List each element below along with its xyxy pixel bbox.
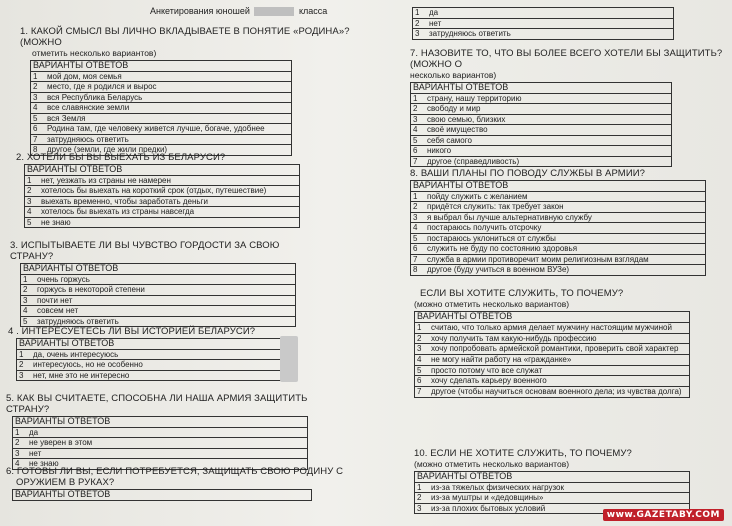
option-text: совсем нет: [35, 306, 296, 317]
question-3: [10, 240, 310, 327]
option-number: 7: [415, 386, 430, 397]
option-row: [25, 186, 300, 197]
option-number: 7: [31, 134, 46, 145]
table-head: ВАРИАНТЫ ОТВЕТОВ: [13, 490, 312, 501]
question-10-title: 10. ЕСЛИ НЕ ХОТИТЕ СЛУЖИТЬ, ТО ПОЧЕМУ?: [414, 448, 632, 459]
table-head: ВАРИАНТЫ ОТВЕТОВ: [411, 83, 672, 94]
option-text: не знаю: [27, 459, 308, 470]
option-row: [31, 71, 292, 82]
option-row: [25, 196, 300, 207]
option-row: [411, 191, 706, 202]
option-text: да: [427, 8, 674, 19]
option-text: хотелось бы выехать на короткий срок (отдых, путешествие): [39, 186, 300, 197]
option-number: 4: [21, 306, 36, 317]
option-text: выехать временно, чтобы заработать деньги: [39, 196, 300, 207]
question-4-table: [16, 338, 290, 381]
option-number: 5: [411, 135, 426, 146]
question-1: [20, 26, 372, 156]
option-text: себя самого: [425, 135, 672, 146]
table-head: ВАРИАНТЫ ОТВЕТОВ: [31, 61, 292, 72]
option-number: 6: [411, 244, 426, 255]
option-number: 1: [415, 482, 430, 493]
option-row: [411, 212, 706, 223]
option-row: [31, 82, 292, 93]
option-number: 2: [13, 438, 28, 449]
option-text: очень горжусь: [35, 274, 296, 285]
option-number: 2: [411, 202, 426, 213]
table-head: ВАРИАНТЫ ОТВЕТОВ: [25, 165, 300, 176]
option-row: [25, 207, 300, 218]
option-text: из-за плохих бытовых условий: [429, 503, 690, 514]
option-row: [17, 360, 290, 371]
question-8-title: 8. ВАШИ ПЛАНЫ ПО ПОВОДУ СЛУЖБЫ В АРМИИ?: [410, 168, 646, 179]
option-text: служить не буду по состоянию здоровья: [425, 244, 706, 255]
option-text: пойду служить с желанием: [425, 191, 706, 202]
option-number: 1: [17, 349, 32, 360]
option-text: нет, мне это не интересно: [31, 370, 290, 381]
option-text: да: [27, 427, 308, 438]
option-text: свободу и мир: [425, 104, 672, 115]
option-number: 2: [413, 18, 428, 29]
option-number: 1: [13, 427, 28, 438]
option-text: из-за тяжелых физических нагрузок: [429, 482, 690, 493]
option-row: [25, 217, 300, 228]
option-number: 4: [415, 355, 430, 366]
option-text: свою семью, близких: [425, 114, 672, 125]
option-row: [415, 482, 690, 493]
option-text: все славянские земли: [45, 103, 292, 114]
table-head: ВАРИАНТЫ ОТВЕТОВ: [411, 181, 706, 192]
question-2-title: 2. ХОТЕЛИ БЫ ВЫ ВЫЕХАТЬ ИЗ БЕЛАРУСИ?: [16, 152, 226, 163]
option-text: горжусь в некоторой степени: [35, 285, 296, 296]
option-number: 4: [31, 103, 46, 114]
question-7: [410, 48, 730, 167]
option-number: 6: [411, 146, 426, 157]
question-2: [16, 152, 316, 228]
question-7-table: [410, 82, 672, 167]
option-text: постараюсь уклониться от службы: [425, 233, 706, 244]
option-text: служба в армии противоречит моим религиозным взглядам: [425, 254, 706, 265]
question-4-title: 4 . ИНТЕРЕСУЕТЕСЬ ЛИ ВЫ ИСТОРИЕЙ БЕЛАРУСИ?: [8, 326, 256, 337]
question-5-title: 5. КАК ВЫ СЧИТАЕТЕ, СПОСОБНА ЛИ НАША АРМИЯ ЗАЩИТИТЬ СТРАНУ?: [6, 393, 308, 415]
option-row: [415, 376, 690, 387]
option-number: 2: [21, 285, 36, 296]
option-number: 8: [31, 145, 46, 156]
option-text: другое (буду учиться в военном ВУЗе): [425, 265, 706, 276]
option-number: 6: [31, 124, 46, 135]
option-row: [413, 18, 674, 29]
question-3-table: [20, 263, 296, 327]
option-row: [411, 146, 672, 157]
question-7-sub: несколько вариантов): [410, 70, 497, 80]
option-row: [411, 233, 706, 244]
option-row: [17, 349, 290, 360]
option-text: не знаю: [39, 217, 300, 228]
question-9-title: ЕСЛИ ВЫ ХОТИТЕ СЛУЖИТЬ, ТО ПОЧЕМУ?: [420, 288, 624, 299]
option-number: 3: [17, 370, 32, 381]
option-text: не уверен в этом: [27, 438, 308, 449]
option-row: [411, 104, 672, 115]
option-number: 2: [31, 82, 46, 93]
option-text: место, где я родился и вырос: [45, 82, 292, 93]
option-row: [21, 285, 296, 296]
option-text: затрудняюсь ответить: [45, 134, 292, 145]
option-number: 3: [411, 212, 426, 223]
option-text: нет, уезжать из страны не намерен: [39, 175, 300, 186]
option-number: 4: [411, 223, 426, 234]
option-row: [31, 134, 292, 145]
table-head: ВАРИАНТЫ ОТВЕТОВ: [415, 312, 690, 323]
question-2-table: [24, 164, 300, 228]
redacted-class-number: [254, 7, 294, 16]
option-row: [415, 344, 690, 355]
option-row: [411, 125, 672, 136]
question-8-table: [410, 180, 706, 276]
option-row: [13, 438, 308, 449]
option-row: [31, 124, 292, 135]
option-row: [415, 333, 690, 344]
option-number: 6: [415, 376, 430, 387]
option-text: считаю, что только армия делает мужчину настоящим мужчиной: [429, 322, 690, 333]
option-number: 1: [411, 191, 426, 202]
question-9-sub: (можно отметить несколько вариантов): [414, 299, 570, 309]
option-text: интересуюсь, но не особенно: [31, 360, 290, 371]
option-row: [415, 386, 690, 397]
option-text: хотелось бы выехать из страны навсегда: [39, 207, 300, 218]
option-number: 1: [415, 322, 430, 333]
option-text: хочу получить там какую-нибудь профессию: [429, 333, 690, 344]
option-number: 5: [411, 233, 426, 244]
option-number: 5: [31, 113, 46, 124]
option-row: [21, 295, 296, 306]
question-9-table: [414, 311, 690, 398]
option-text: Родина там, где человеку живется лучше, богаче, удобнее: [45, 124, 292, 135]
question-4: [8, 326, 308, 381]
option-row: [411, 265, 706, 276]
option-row: [415, 365, 690, 376]
option-number: 4: [13, 459, 28, 470]
question-9: [414, 288, 730, 398]
question-5: [6, 393, 336, 470]
option-text: да, очень интересуюсь: [31, 349, 290, 360]
table-head: ВАРИАНТЫ ОТВЕТОВ: [415, 472, 690, 483]
option-text: я выбрал бы лучше альтернативную службу: [425, 212, 706, 223]
option-number: 2: [25, 186, 40, 197]
option-row: [411, 244, 706, 255]
option-number: 4: [411, 125, 426, 136]
option-row: [21, 274, 296, 285]
option-row: [413, 8, 674, 19]
option-text: хочу попробовать армейской романтики, проверить свой характер: [429, 344, 690, 355]
option-number: 3: [415, 344, 430, 355]
question-7-title: 7. НАЗОВИТЕ ТО, ЧТО ВЫ БОЛЕЕ ВСЕГО ХОТЕЛИ БЫ ЗАЩИТИТЬ?(МОЖНО О: [410, 48, 723, 70]
option-text: никого: [425, 146, 672, 157]
option-row: [411, 93, 672, 104]
option-number: 7: [411, 254, 426, 265]
option-number: 8: [411, 265, 426, 276]
option-text: своё имущество: [425, 125, 672, 136]
option-number: 3: [21, 295, 36, 306]
option-number: 3: [31, 92, 46, 103]
option-number: 3: [25, 196, 40, 207]
question-6-title: 6. ГОТОВЫ ЛИ ВЫ, ЕСЛИ ПОТРЕБУЕТСЯ, ЗАЩИЩАТЬ СВОЮ РОДИНУ С: [6, 466, 344, 477]
option-row: [415, 355, 690, 366]
question-6-table: [12, 489, 312, 501]
option-text: затрудняюсь ответить: [427, 29, 674, 40]
option-row: [411, 254, 706, 265]
option-text: просто потому что все служат: [429, 365, 690, 376]
option-text: нет: [27, 448, 308, 459]
table-head: ВАРИАНТЫ ОТВЕТОВ: [21, 264, 296, 275]
option-number: 2: [17, 360, 32, 371]
question-5-table: [12, 416, 308, 470]
option-row: [411, 223, 706, 234]
option-number: 5: [415, 365, 430, 376]
option-text: другое (земли, где жили предки): [45, 145, 292, 156]
option-row: [415, 493, 690, 504]
option-row: [21, 316, 296, 327]
option-text: мой дом, моя семья: [45, 71, 292, 82]
option-number: 1: [21, 274, 36, 285]
option-text: нет: [427, 18, 674, 29]
option-number: 7: [411, 156, 426, 167]
table-head: ВАРИАНТЫ ОТВЕТОВ: [17, 339, 290, 350]
question-6: [6, 466, 368, 501]
option-row: [411, 114, 672, 125]
option-text: почти нет: [35, 295, 296, 306]
option-number: 1: [31, 71, 46, 82]
option-text: вся Республика Беларусь: [45, 92, 292, 103]
option-number: 2: [411, 104, 426, 115]
question-8: [410, 168, 730, 276]
option-number: 4: [25, 207, 40, 218]
table-head: ВАРИАНТЫ ОТВЕТОВ: [13, 417, 308, 428]
option-row: [411, 202, 706, 213]
question-10-sub: (можно отметить несколько вариантов): [414, 459, 570, 469]
question-1-table: [30, 60, 292, 156]
option-number: 3: [413, 29, 428, 40]
option-row: [411, 156, 672, 167]
option-row: [31, 113, 292, 124]
question-1-title: 1. КАКОЙ СМЫСЛ ВЫ ЛИЧНО ВКЛАДЫВАЕТЕ В ПОНЯТИЕ «РОДИНА»? (МОЖНО: [20, 26, 350, 48]
option-number: 5: [25, 217, 40, 228]
option-row: [411, 135, 672, 146]
option-text: не могу найти работу на «гражданке»: [429, 355, 690, 366]
watermark-logo: www.GAZETABY.COM: [603, 509, 724, 521]
option-number: 2: [415, 493, 430, 504]
survey-header: [150, 6, 327, 16]
redacted-area: [280, 336, 298, 382]
option-row: [13, 448, 308, 459]
option-number: 5: [21, 316, 36, 327]
question-10-table: [414, 471, 690, 514]
option-text: затрудняюсь ответить: [35, 316, 296, 327]
option-text: другое (справедливость): [425, 156, 672, 167]
option-row: [415, 322, 690, 333]
question-6-title-line2: ОРУЖИЕМ В РУКАХ?: [16, 477, 115, 488]
header-suffix: класса: [298, 6, 328, 16]
question-10: [414, 448, 730, 514]
option-row: [21, 306, 296, 317]
question-3-title: 3. ИСПЫТЫВАЕТЕ ЛИ ВЫ ЧУВСТВО ГОРДОСТИ ЗА СВОЮ СТРАНУ?: [10, 240, 280, 262]
option-text: из-за муштры и «дедовщины»: [429, 493, 690, 504]
option-number: 3: [13, 448, 28, 459]
question-6-table-continued: [412, 7, 674, 40]
option-row: [413, 29, 674, 40]
option-row: [31, 92, 292, 103]
option-text: другое (чтобы научиться основам военного дела; из чувства долга): [429, 386, 690, 397]
option-number: 1: [413, 8, 428, 19]
option-text: страну, нашу территорию: [425, 93, 672, 104]
option-row: [13, 427, 308, 438]
option-row: [31, 103, 292, 114]
question-1-sub: отметить несколько вариантов): [32, 48, 157, 58]
option-row: [25, 175, 300, 186]
option-text: придётся служить: так требует закон: [425, 202, 706, 213]
option-number: 1: [411, 93, 426, 104]
option-number: 1: [25, 175, 40, 186]
option-number: 3: [415, 503, 430, 514]
option-text: хочу сделать карьеру военного: [429, 376, 690, 387]
option-number: 3: [411, 114, 426, 125]
option-text: постараюсь получить отсрочку: [425, 223, 706, 234]
option-number: 2: [415, 333, 430, 344]
option-row: [17, 370, 290, 381]
question-6-continued: [412, 6, 712, 40]
option-text: вся Земля: [45, 113, 292, 124]
header-prefix: Анкетирования юношей: [150, 6, 250, 16]
